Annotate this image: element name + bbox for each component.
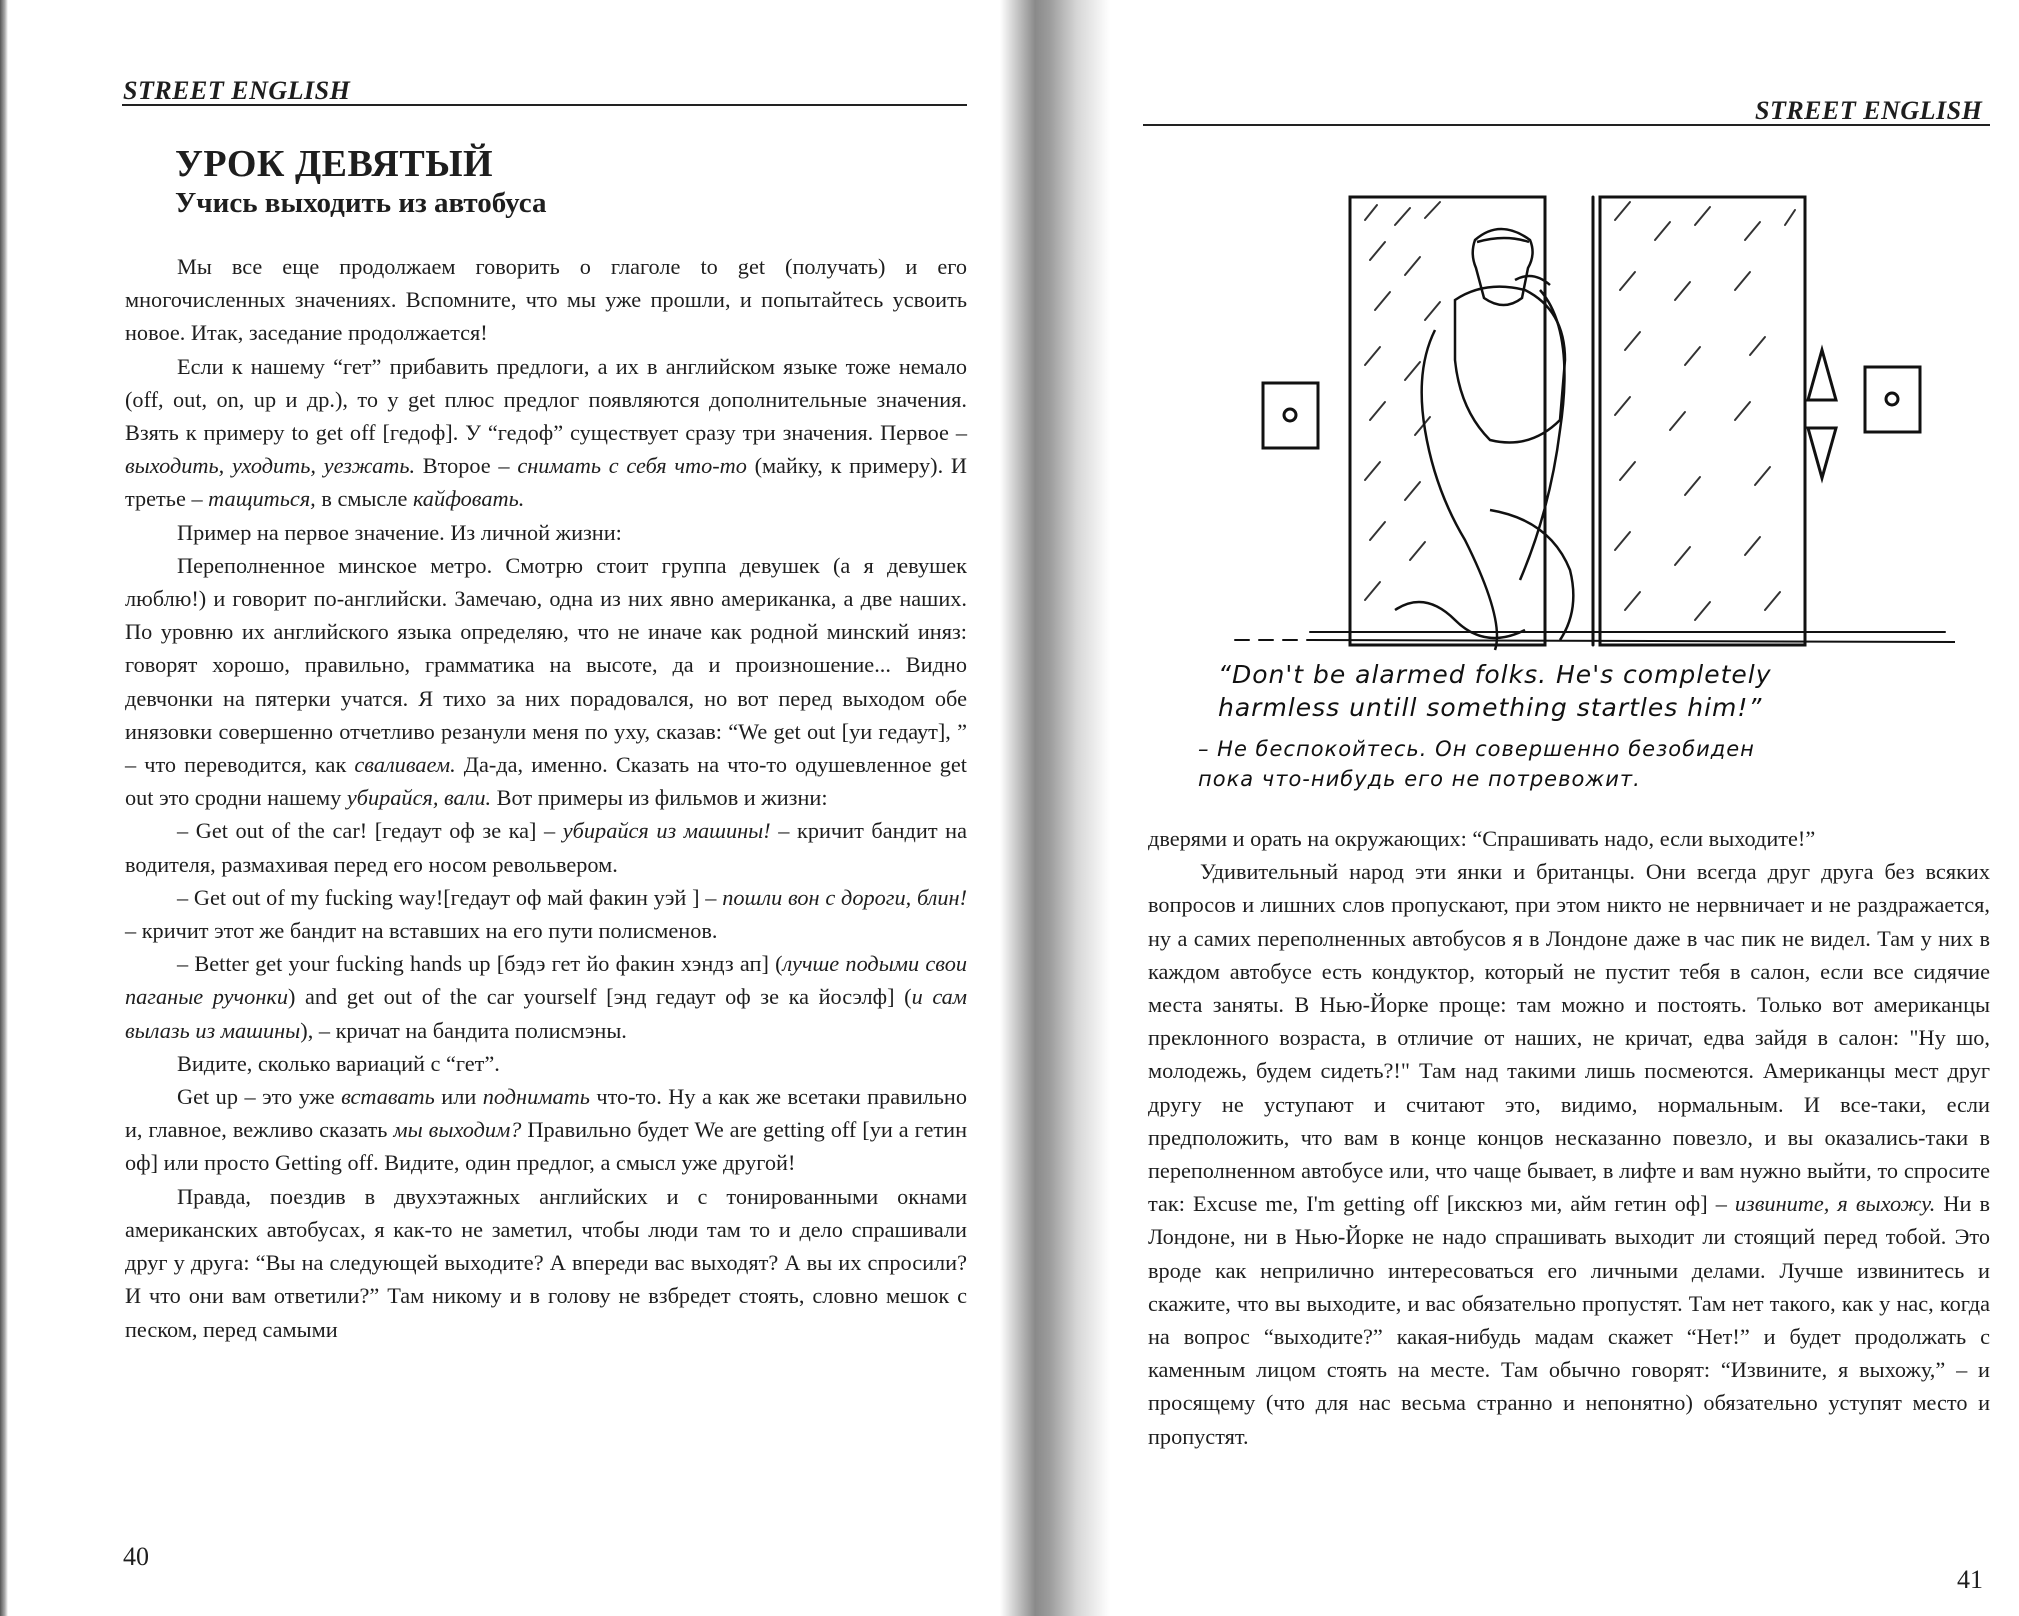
caption-en-line-2: harmless untill something startles him!” <box>1218 693 1763 722</box>
italic-text: выходить, уходить, уезжать. <box>125 453 416 479</box>
door-hatching <box>1365 202 1795 620</box>
caption-en-line-1: “Don't be alarmed folks. He's completely <box>1218 660 1772 689</box>
paragraph <box>1148 855 1990 1453</box>
left-body-text <box>125 250 967 1346</box>
text-run: Ни в Лондоне, ни в Нью-Йорке не надо спрашивать выходит ли стоящий перед тобой. Это вроде как неприлично интересоваться его личными делами. Лучше извинитесь и скажите, что вы выходите, и вас обязательно пропустят. Там нет такого, как у нас, когда на вопрос “выходите?” какая-нибудь мадам скажет “Нет!” и будет продолжать с каменным лицом стоять на месте. Там обычно говорят: “Извините, я выхожу,” – и просящему (что для нас весьма странно и непонятно) обязательно уступят место и пропустят. <box>1148 1191 1990 1449</box>
paragraph <box>125 814 967 880</box>
paragraph <box>125 350 967 516</box>
lesson-subtitle: Учись выходить из автобуса <box>175 187 547 219</box>
text-run: Второе – <box>415 453 518 479</box>
text-run: Вот примеры из фильмов и жизни: <box>491 785 828 811</box>
text-run: – Better get your fucking hands up [бэдэ гет йо факин хэндз ап] ( <box>177 951 783 977</box>
right-body-text <box>1148 822 1990 1453</box>
italic-text: поднимать <box>482 1084 590 1110</box>
text-run: Да-да, именно. Сказать на что-то одушевленное get out это сродни нашему <box>125 752 967 811</box>
right-page-number: 41 <box>1957 1565 1983 1594</box>
elevator-door-right <box>1600 197 1805 645</box>
italic-text: и сам вылазь из машины <box>125 984 968 1043</box>
italic-text: кайфовать. <box>412 486 525 512</box>
text-run: – Get out of the car! [гедаут оф зе ка] – <box>177 818 563 844</box>
italic-text: пошли вон с дороги, блин! <box>722 884 967 910</box>
italic-text: лучше подыми свои паганые ручонки <box>125 951 967 1010</box>
paragraph <box>125 881 967 947</box>
paragraph <box>125 250 967 350</box>
passengers-drawing <box>1395 229 1573 650</box>
paragraph <box>125 947 967 1047</box>
italic-text: мы выходим? <box>393 1117 522 1143</box>
illustration-caption-en <box>1218 658 1918 724</box>
italic-text: тащиться, <box>208 486 316 512</box>
italic-text: убирайся, вали. <box>346 785 492 811</box>
caption-ru-line-1: – Не беспокойтесь. Он совершенно безобиден <box>1198 737 1755 761</box>
text-run: – Get out of my fucking way![гедаут оф май факин уэй ] – <box>177 884 723 910</box>
italic-text: вставать <box>341 1084 435 1110</box>
text-run: в смысле <box>315 486 413 512</box>
text-run: Пример на первое значение. Из личной жизни: <box>177 519 622 545</box>
text-run: Переполненное минское метро. Смотрю стоит группа девушек (а я девушек люблю!) и говорит по-английски. Замечаю, одна из них явно американка, а две наших. По уровню их английского языка определяю, что не иначе как родной минский иняз: говорят хорошо, правильно, грамматика на высоте, да и произношение... Видно девчонки на пятерки учатся. Я тихо за них порадовался, но вот перед выходом обе инязовки совершенно отчетливо резанули меня по уху, сказав: “We get out [уи гедаут], ” – что переводится, как <box>125 552 967 778</box>
lesson-title: УРОК ДЕВЯТЫЙ <box>175 143 494 185</box>
text-run: Если к нашему “гет” прибавить предлоги, а их в английском языке тоже немало (off, out, on, up и др.), то у get плюс предлог появляются дополнительные значения. Взять к примеру to get off [гедоф]. У “гедоф” существует сразу три значения. Первое – <box>125 353 967 446</box>
text-run: или <box>434 1084 483 1110</box>
italic-text: сваливаем. <box>354 752 456 778</box>
left-head-rule <box>122 104 967 106</box>
text-run: ), – кричат на бандита полисмэны. <box>300 1017 627 1043</box>
paragraph <box>125 1080 967 1180</box>
italic-text: снимать с себя что-то <box>517 453 747 479</box>
text-run: Get up – это уже <box>177 1084 342 1110</box>
paragraph <box>125 1047 967 1080</box>
right-head-rule <box>1143 124 1990 126</box>
elevator-door-left <box>1350 197 1545 645</box>
italic-text: извините, я выхожу. <box>1734 1191 1936 1217</box>
paragraph <box>1148 822 1990 855</box>
paragraph <box>125 516 967 549</box>
right-running-head: STREET ENGLISH <box>1755 96 1983 125</box>
text-run: Мы все еще продолжаем говорить о глаголе to get (получать) и его многочисленных значениях. Вспомните, что мы уже прошли, и попытайтесь усвоить новое. Итак, заседание продолжается! <box>125 254 967 346</box>
text-run: Правильно будет We are getting off [уи а гетин оф] или просто Getting off. Видите, один предлог, а смысл уже другой! <box>125 1117 967 1176</box>
caption-ru-line-2: пока что-нибудь его не потревожит. <box>1198 767 1641 791</box>
italic-text: убирайся из машины! <box>562 818 771 844</box>
text-run: – кричит бандит на водителя, размахивая перед его носом револьвером. <box>125 818 967 877</box>
text-run: ) and get out of the car yourself [энд гедаут оф зе ка йосэлф] ( <box>287 984 912 1010</box>
paragraph <box>125 549 967 815</box>
text-run: (майку, к примеру). И третье – <box>125 453 967 512</box>
text-run: Видите, сколько вариаций с “гет”. <box>177 1050 500 1076</box>
text-run: Правда, поездив в двухэтажных английских и с тонированными окнами американских автобусах, я как-то не заметил, чтобы люди там то и дело спрашивали друг у друга: “Вы на следующей выходите? А впереди вас выходят? А вы их спросили? И что они вам ответили?” Там никому и в голову не взбредет стоять, словно мешок с песком, перед самыми <box>125 1183 967 1342</box>
text-run: Удивительный народ эти янки и британцы. Они всегда друг друга без всяких вопросов и лишних слов пропускают, при этом никто не нервничает и не раздражается, ну а самих переполненных автобусов я в Лондоне даже в час пик не видел. Там у них в каждом автобусе есть кондуктор, который не пустит тебя в салон, если все сидячие места заняты. В Нью-Йорке проще: там можно и постоять. Только вот американцы преклонного возраста, в отличие от наших, не кричат, едва зайдя в салон: "Ну шо, молодежь, будем сидеть?!" Там над такими лишь посмеются. Американцы мест друг другу не уступают и считают это, видимо, нормальным. И все-таки, если предположить, что вам в конце концов несказанно повезло, и вы оказались-таки в переполненном автобусе или, что чаще бывает, в лифте и вам нужно выйти, то спросите так: Excuse me, I'm getting off [икскюз ми, айм гетин оф] – <box>1148 859 1990 1217</box>
illustration-caption-ru <box>1198 734 1918 794</box>
paragraph <box>125 1180 967 1346</box>
left-running-head: STREET ENGLISH <box>123 76 351 105</box>
text-run: – кричит этот же бандит на вставших на его пути полисменов. <box>125 918 718 944</box>
text-run: что-то. Ну а как же всетаки правильно и, главное, вежливо сказать <box>125 1084 967 1143</box>
text-run: дверями и орать на окружающих: “Спрашивать надо, если выходите!” <box>1148 826 1816 851</box>
left-page-number: 40 <box>123 1542 149 1571</box>
